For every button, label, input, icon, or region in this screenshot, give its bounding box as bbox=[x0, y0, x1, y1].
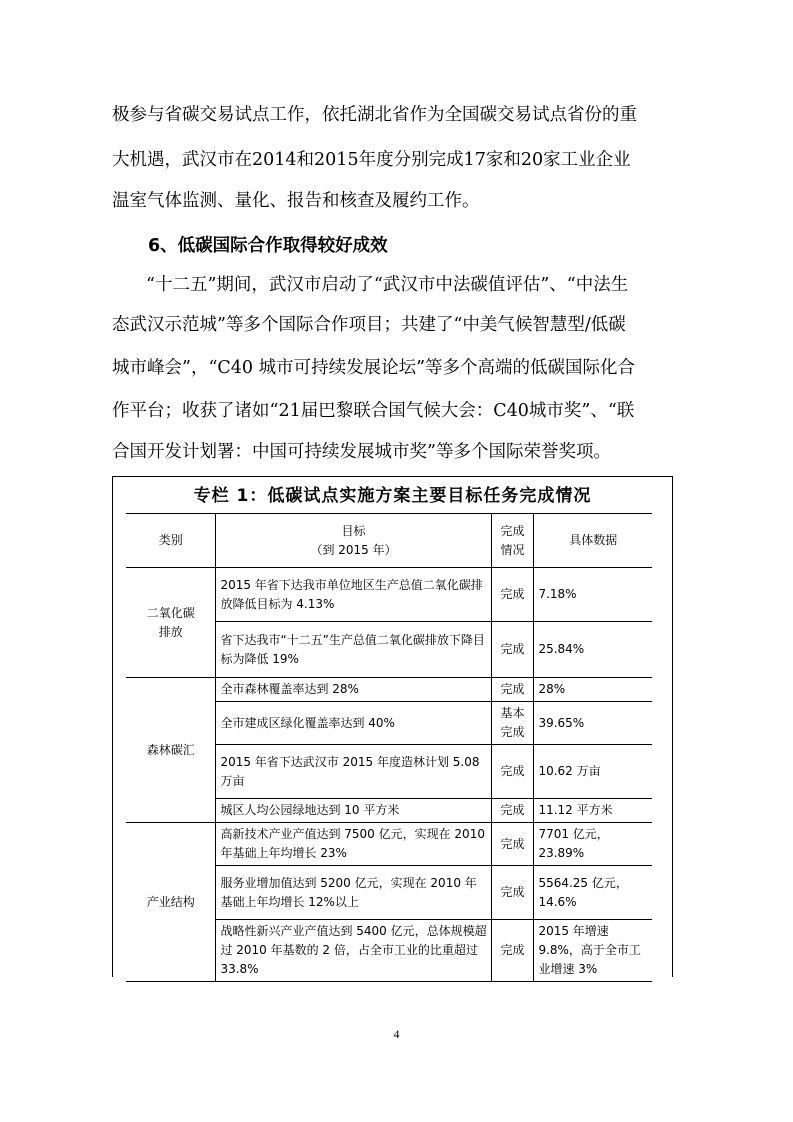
goal-cell: 服务业增加值达到 5200 亿元，实现在 2010 年基础上年均增长 12%以上 bbox=[216, 866, 491, 920]
goal-cell: 2015 年省下达武汉市 2015 年度造林计划 5.08 万亩 bbox=[216, 745, 491, 799]
table-row bbox=[126, 568, 652, 622]
status-cell: 完成 bbox=[491, 799, 534, 823]
goal-cell: 高新技术产业产值达到 7500 亿元，实现在 2010 年基础上年均增长 23% bbox=[216, 823, 491, 866]
section-heading: 6、低碳国际合作取得较好成效 bbox=[148, 236, 388, 256]
table-header-row bbox=[126, 514, 652, 568]
category-cell-co2 bbox=[126, 568, 216, 678]
header-goal bbox=[216, 514, 491, 568]
table-row bbox=[126, 823, 652, 866]
status-cell: 完成 bbox=[491, 568, 534, 622]
data-cell: 2015 年增速 9.8%，高于全市工业增速 3% bbox=[534, 920, 652, 982]
goal-cell: 全市森林覆盖率达到 28% bbox=[216, 678, 491, 702]
box-title: 专栏 1：低碳试点实施方案主要目标任务完成情况 bbox=[193, 486, 592, 506]
data-cell: 7701 亿元，23.89% bbox=[534, 823, 652, 866]
section-paragraph-line-3: 城市峰会”，“C40 城市可持续发展论坛”等多个高端的低碳国际化合 bbox=[112, 358, 636, 378]
header-data: 具体数据 bbox=[534, 514, 652, 568]
data-cell: 39.65% bbox=[534, 702, 652, 745]
status-cell: 完成 bbox=[491, 622, 534, 678]
section-paragraph-line-1: “十二五”期间，武汉市启动了“武汉市中法碳值评估”、“中法生 bbox=[146, 275, 629, 295]
header-category: 类别 bbox=[126, 514, 216, 568]
category-cell-industry: 产业结构 bbox=[126, 823, 216, 982]
category-cell-forest: 森林碳汇 bbox=[126, 678, 216, 823]
status-cell: 完成 bbox=[491, 920, 534, 982]
table-row bbox=[126, 678, 652, 702]
status-cell: 完成 bbox=[491, 823, 534, 866]
data-cell: 28% bbox=[534, 678, 652, 702]
category-co2-line2: 排放 bbox=[158, 624, 183, 639]
page-number: 4 bbox=[393, 1027, 400, 1041]
section-paragraph-line-5: 合国开发计划署：中国可持续发展城市奖”等多个国际荣誉奖项。 bbox=[112, 442, 611, 462]
header-goal-line2: （到 2015 年） bbox=[310, 542, 397, 557]
data-cell: 11.12 平方米 bbox=[534, 799, 652, 823]
data-cell: 5564.25 亿元，14.6% bbox=[534, 866, 652, 920]
status-cell: 基本完成 bbox=[491, 702, 534, 745]
goal-cell: 省下达我市“十二五”生产总值二氧化碳排放下降目标为降低 19% bbox=[216, 622, 491, 678]
paragraph-line-3: 温室气体监测、量化、报告和核查及履约工作。 bbox=[112, 191, 480, 211]
status-cell: 完成 bbox=[491, 745, 534, 799]
section-paragraph-line-2: 态武汉示范城”等多个国际合作项目；共建了“中美气候智慧型/低碳 bbox=[112, 315, 626, 335]
data-cell: 7.18% bbox=[534, 568, 652, 622]
goal-cell: 全市建成区绿化覆盖率达到 40% bbox=[216, 702, 491, 745]
paragraph-line-1: 极参与省碳交易试点工作，依托湖北省作为全国碳交易试点省份的重 bbox=[112, 105, 637, 125]
data-cell: 10.62 万亩 bbox=[534, 745, 652, 799]
goal-cell: 战略性新兴产业产值达到 5400 亿元，总体规模超过 2010 年基数的 2 倍，占全市工业的比重超过 33.8% bbox=[216, 920, 491, 982]
section-paragraph-line-4: 作平台；收获了诸如“21届巴黎联合国气候大会：C40城市奖”、“联 bbox=[112, 401, 635, 421]
targets-table bbox=[126, 513, 652, 982]
status-cell: 完成 bbox=[491, 678, 534, 702]
header-status bbox=[491, 514, 534, 568]
header-status-line1: 完成 bbox=[500, 523, 525, 538]
header-goal-line1: 目标 bbox=[341, 523, 366, 538]
category-co2-line1: 二氧化碳 bbox=[146, 605, 195, 620]
data-cell: 25.84% bbox=[534, 622, 652, 678]
paragraph-line-2: 大机遇，武汉市在2014和2015年度分别完成17家和20家工业企业 bbox=[112, 150, 631, 170]
goal-cell: 城区人均公园绿地达到 10 平方米 bbox=[216, 799, 491, 823]
status-cell: 完成 bbox=[491, 866, 534, 920]
goal-cell: 2015 年省下达我市单位地区生产总值二氧化碳排放降低目标为 4.13% bbox=[216, 568, 491, 622]
header-status-line2: 情况 bbox=[500, 542, 525, 557]
